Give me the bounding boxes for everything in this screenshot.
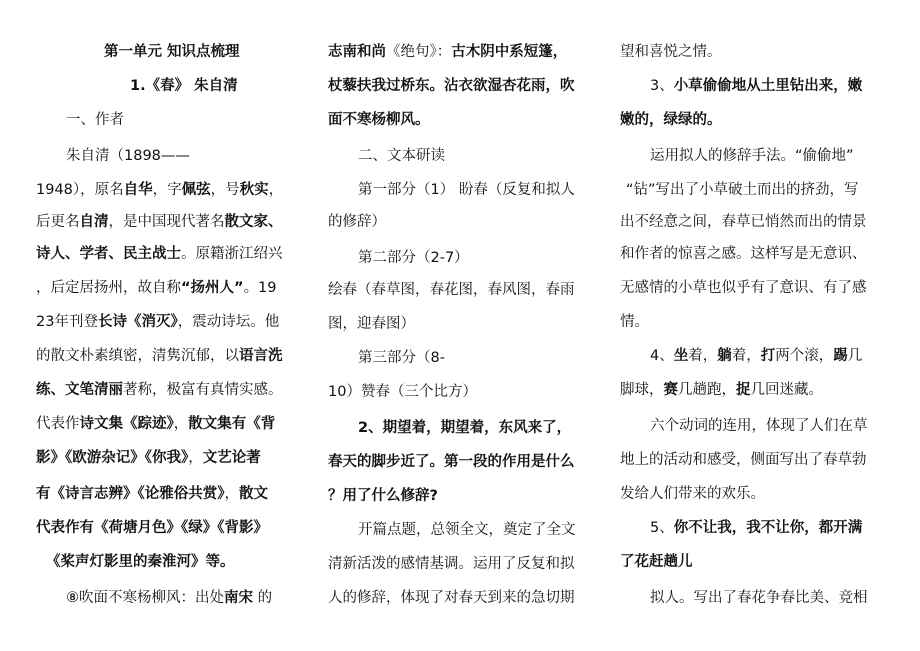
- text-run: 朱自清（1898——: [66, 148, 190, 164]
- text-run: 23年刊登: [36, 314, 98, 330]
- text-run: 第二部分（2-7）: [358, 250, 469, 266]
- text-line: [620, 146, 890, 166]
- bold-text: 踢: [833, 348, 848, 364]
- bold-text: 文艺论著: [202, 450, 261, 466]
- bold-text: 代表作有《荷塘月色》《绿》《背影》: [36, 520, 268, 536]
- bold-text: 影》《欧游杂记》《你我》: [36, 450, 189, 466]
- text-line: [328, 42, 590, 62]
- text-run: ，: [224, 486, 239, 502]
- text-line: [620, 518, 890, 538]
- text-line: [620, 76, 890, 96]
- text-run: 《绝句》：: [386, 44, 452, 60]
- text-line: [620, 42, 890, 62]
- text-run: ，号: [210, 182, 240, 198]
- text-line: [328, 418, 590, 438]
- text-run: 拟人。写出了春花争春比美、竞相: [650, 590, 868, 606]
- text-run: 发给人们带来的欢乐。: [620, 486, 765, 502]
- text-run: 的: [253, 590, 273, 606]
- text-run: 著称，极富有真情实感。: [123, 382, 283, 398]
- bold-text: 杖藜扶我过桥东。沾衣欲湿杏花雨，吹: [328, 78, 575, 94]
- text-line: [328, 212, 590, 232]
- text-run: 几趟跑，: [678, 382, 736, 398]
- text-run: 着，: [731, 348, 761, 364]
- text-line: [36, 180, 306, 200]
- text-line: [620, 450, 890, 470]
- bold-text: 佩弦: [181, 182, 211, 198]
- text-run: 。19: [243, 280, 277, 296]
- text-line: [36, 278, 306, 298]
- text-line: [36, 312, 306, 332]
- text-line: [328, 348, 590, 368]
- bold-text: 自华: [123, 182, 153, 198]
- text-run: 。原籍浙江绍兴: [181, 246, 283, 262]
- text-run: 3、: [650, 78, 674, 94]
- text-line: [328, 280, 590, 300]
- text-line: [620, 312, 890, 332]
- bold-text: 有《诗言志辨》《论雅俗共赏》: [36, 486, 225, 502]
- text-run: 几回迷藏。: [750, 382, 823, 398]
- bold-text: 第一单元 知识点梳理: [104, 44, 240, 60]
- text-run: 两个滚，: [775, 348, 834, 364]
- bold-text: 《桨声灯影里的秦淮河》: [46, 554, 206, 570]
- bold-text: 你不让我，我不让你，都开满: [673, 520, 863, 536]
- text-line: [36, 244, 306, 264]
- text-line: [328, 452, 590, 472]
- text-run: 出不经意之间，春草已悄然而出的情景: [620, 214, 867, 230]
- bold-text: 练、文笔清丽: [36, 382, 123, 398]
- text-line: [620, 110, 890, 130]
- text-line: [36, 212, 306, 232]
- text-run: ，是中国现代著名: [108, 214, 225, 230]
- text-line: [328, 520, 590, 540]
- bold-text: 长诗《消灭》: [97, 314, 178, 330]
- text-run: 绘春（春草图，春花图，春风图，春雨: [328, 282, 575, 298]
- text-run: 的修辞）: [328, 214, 386, 230]
- bold-text: 了花赶趟儿: [620, 554, 693, 570]
- bold-text: ？用了什么修辞?: [328, 488, 438, 504]
- bold-text: 赛: [663, 382, 678, 398]
- text-run: 着，: [688, 348, 718, 364]
- bold-text: “扬州人”: [181, 280, 244, 296]
- text-line: [36, 414, 306, 434]
- text-run: 运用拟人的修辞手法。“偷偷地”: [650, 148, 854, 164]
- text-run: 第三部分（8-: [358, 350, 445, 366]
- text-run: ，后定居扬州，故自称: [36, 280, 181, 296]
- text-run: 4、: [650, 348, 674, 364]
- text-line: [620, 588, 890, 608]
- text-run: 1948），原名: [36, 182, 124, 198]
- text-run: 开篇点题，总领全文，奠定了全文: [358, 522, 576, 538]
- text-run: 清新活泼的感情基调。运用了反复和拟: [328, 556, 575, 572]
- bold-text: 秋实: [239, 182, 269, 198]
- text-run: “钻”写出了小草破土而出的挤劲，写: [626, 182, 859, 198]
- text-line: [36, 76, 306, 96]
- text-line: [36, 484, 306, 504]
- text-line: [620, 180, 890, 200]
- text-run: 脚球，: [620, 382, 664, 398]
- text-line: [328, 588, 590, 608]
- text-run: 和作者的惊喜之感。这样写是无意识、: [620, 246, 867, 262]
- bold-text: 语言洗: [239, 348, 283, 364]
- bold-text: 自清: [79, 214, 109, 230]
- text-run: 的散文朴素缜密，清隽沉郁，以: [36, 348, 239, 364]
- text-line: [328, 180, 590, 200]
- bold-text: 2、期望着，期望着，东风来了，: [358, 420, 572, 436]
- bold-text: 打: [760, 348, 776, 364]
- text-line: [328, 314, 590, 334]
- text-run: 望和喜悦之情。: [620, 44, 722, 60]
- text-run: 代表作: [36, 416, 80, 432]
- bold-text: 捉: [736, 382, 751, 398]
- text-line: [36, 146, 306, 166]
- bold-text: 诗人、学者、民主战士: [36, 246, 181, 262]
- text-run: ，震动诗坛。他: [177, 314, 280, 330]
- text-run: 六个动词的连用，体现了人们在草: [650, 418, 868, 434]
- text-run: ，字: [152, 182, 182, 198]
- text-run: 地上的活动和感受，侧面写出了春草勃: [620, 452, 867, 468]
- text-line: [328, 554, 590, 574]
- text-run: 第一部分（1） 盼春（反复和拟人: [358, 182, 575, 198]
- text-run: 情。: [620, 314, 649, 330]
- text-run: ，: [188, 450, 203, 466]
- bold-text: 小草偷偷地从土里钻出来，嫩: [673, 78, 863, 94]
- text-line: [620, 380, 890, 400]
- text-line: [328, 248, 590, 268]
- text-run: ，: [268, 182, 284, 198]
- text-run: ，: [173, 416, 189, 432]
- text-line: [36, 588, 306, 608]
- text-run: 人的修辞，体现了对春天到来的急切期: [328, 590, 575, 606]
- text-run: 二、文本研读: [358, 148, 445, 164]
- text-line: [620, 552, 890, 572]
- bold-text: 1.《春》 朱自清: [130, 78, 238, 94]
- text-line: [328, 110, 590, 130]
- text-line: [620, 484, 890, 504]
- bold-text: 春天的脚步近了。第一段的作用是什么: [328, 454, 575, 470]
- text-run: 图，迎春图）: [328, 316, 415, 332]
- text-line: [620, 416, 890, 436]
- text-line: [328, 382, 590, 402]
- bold-text: 南宋: [224, 590, 253, 606]
- text-line: [328, 146, 590, 166]
- text-line: [36, 42, 306, 62]
- text-run: 一、作者: [66, 112, 124, 128]
- text-line: [620, 212, 890, 232]
- text-run: 无感情的小草也似乎有了意识、有了感: [620, 280, 867, 296]
- bold-text: 诗文集《踪迹》: [79, 416, 174, 432]
- bold-text: 坐: [673, 348, 689, 364]
- text-line: [36, 518, 306, 538]
- text-run: 几: [847, 348, 863, 364]
- text-line: [620, 346, 890, 366]
- text-line: [36, 110, 306, 130]
- bold-text: 嫩的，绿绿的。: [620, 112, 722, 128]
- bold-text: 散文集有《背: [188, 416, 276, 432]
- bold-text: 等。: [205, 554, 235, 570]
- text-line: [328, 76, 590, 96]
- text-line: [620, 278, 890, 298]
- text-line: [36, 552, 306, 572]
- text-line: [36, 448, 306, 468]
- text-run: 5、: [650, 520, 674, 536]
- text-line: [328, 486, 590, 506]
- bold-text: 躺: [717, 348, 732, 364]
- text-line: [36, 380, 306, 400]
- text-line: [36, 346, 306, 366]
- bold-text: 面不寒杨柳风。: [328, 112, 430, 128]
- text-run: 后更名: [36, 214, 80, 230]
- bold-text: 散文: [239, 486, 268, 502]
- bold-text: 古木阴中系短篷，: [451, 44, 568, 60]
- text-line: [620, 244, 890, 264]
- text-run: 10）赞春（三个比方）: [328, 384, 477, 400]
- bold-text: 散文家、: [224, 214, 283, 230]
- bold-text: 志南和尚: [328, 44, 386, 60]
- text-run: ⑧吹面不寒杨柳风：出处: [66, 590, 224, 606]
